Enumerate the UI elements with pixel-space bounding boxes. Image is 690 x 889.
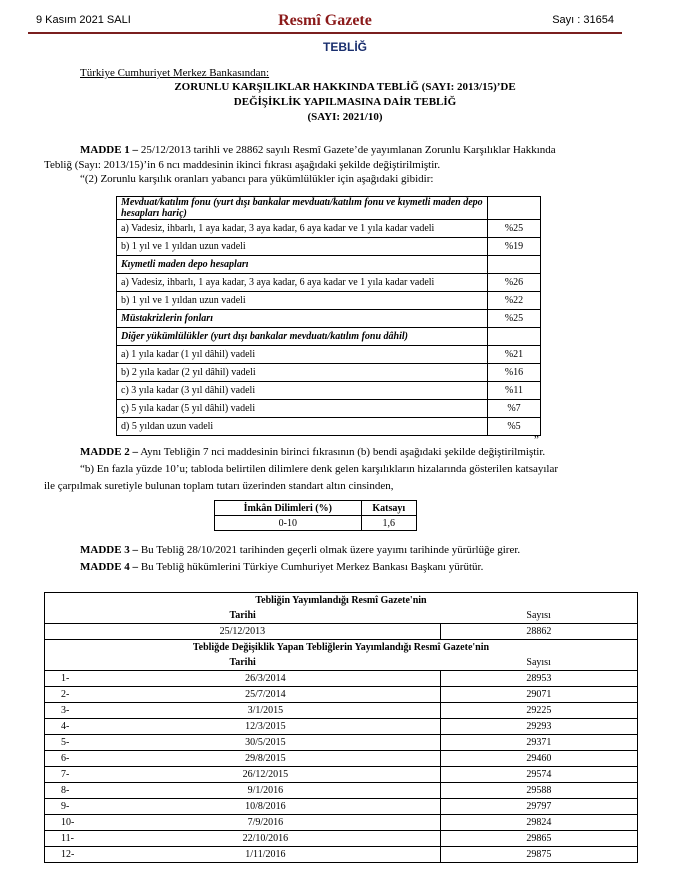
rate-row bbox=[117, 197, 541, 220]
madde-1-label: MADDE 1 – bbox=[80, 144, 139, 156]
rate-value: %19 bbox=[488, 238, 541, 256]
history-row-no: 4- bbox=[45, 719, 92, 735]
history-row-number: 29371 bbox=[440, 735, 637, 751]
rate-label: a) Vadesiz, ihbarlı, 1 aya kadar, 3 aya kadar, 6 aya kadar ve 1 yıla kadar vadeli bbox=[117, 220, 488, 238]
madde-1-line-3: “(2) Zorunlu karşılık oranları yabancı para yükümlülükler için aşağıdaki gibidir: bbox=[80, 173, 434, 185]
rate-row bbox=[117, 382, 541, 400]
rate-value bbox=[488, 256, 541, 274]
rate-value: %25 bbox=[488, 310, 541, 328]
madde-2-text: Aynı Tebliğin 7 nci maddesinin birinci fıkrasının (b) bendi aşağıdaki şekilde değiştirilmiştir. bbox=[138, 446, 546, 458]
doc-title-line-1: ZORUNLU KARŞILIKLAR HAKKINDA TEBLİĞ (SAYI: 2013/15)’DE bbox=[174, 81, 516, 93]
madde-1-line-1 bbox=[80, 144, 556, 156]
history-original-row bbox=[45, 624, 638, 640]
madde-4 bbox=[80, 561, 483, 573]
history-col-date: Tarihi bbox=[45, 608, 441, 624]
rate-value bbox=[488, 328, 541, 346]
rate-value: %7 bbox=[488, 400, 541, 418]
rate-label: ç) 5 yıla kadar (5 yıl dâhil) vadeli bbox=[117, 400, 488, 418]
madde-3-text: Bu Tebliğ 28/10/2021 tarihinden geçerli olmak üzere yayımı tarihinde yürürlüğe girer. bbox=[138, 544, 521, 556]
imkan-header-row bbox=[215, 501, 417, 516]
history-caption-2 bbox=[45, 640, 638, 656]
imkan-row bbox=[215, 516, 417, 531]
madde-3 bbox=[80, 544, 520, 556]
gazette-title: Resmî Gazete bbox=[278, 12, 372, 29]
history-row bbox=[45, 799, 638, 815]
doc-title-line-2: DEĞİŞİKLİK YAPILMASINA DAİR TEBLİĞ bbox=[233, 96, 457, 108]
madde-2-line-1 bbox=[80, 446, 545, 458]
history-row bbox=[45, 671, 638, 687]
history-row-no: 10- bbox=[45, 815, 92, 831]
rate-label: Kıymetli maden depo hesapları bbox=[117, 256, 488, 274]
history-row-number: 29875 bbox=[440, 847, 637, 863]
history-row-number: 29797 bbox=[440, 799, 637, 815]
rate-label: b) 1 yıl ve 1 yıldan uzun vadeli bbox=[117, 292, 488, 310]
history-row bbox=[45, 751, 638, 767]
imkan-table bbox=[214, 500, 417, 531]
rate-row bbox=[117, 238, 541, 256]
madde-3-label: MADDE 3 – bbox=[80, 544, 139, 556]
imkan-col-slices: İmkân Dilimleri (%) bbox=[215, 501, 362, 516]
madde-4-text: Bu Tebliğ hükümlerini Türkiye Cumhuriyet Merkez Bankası Başkanı yürütür. bbox=[138, 561, 484, 573]
history-row-no: 5- bbox=[45, 735, 92, 751]
history-caption-1-text: Tebliğin Yayımlandığı Resmî Gazete'nin bbox=[255, 595, 427, 606]
rate-label: a) Vadesiz, ihbarlı, 1 aya kadar, 3 aya kadar, 6 aya kadar ve 1 yıla kadar vadeli bbox=[117, 274, 488, 292]
rate-label: a) 1 yıla kadar (1 yıl dâhil) vadeli bbox=[117, 346, 488, 364]
history-row-no: 7- bbox=[45, 767, 92, 783]
imkan-coefficient-value: 1,6 bbox=[361, 516, 416, 531]
history-table bbox=[44, 592, 638, 863]
rate-label: c) 3 yıla kadar (3 yıl dâhil) vadeli bbox=[117, 382, 488, 400]
history-row-date: 22/10/2016 bbox=[91, 831, 440, 847]
history-row bbox=[45, 847, 638, 863]
madde-1-line-2: Tebliğ (Sayı: 2013/15)’in 6 ncı maddesinin ikinci fıkrası aşağıdaki şekilde değiştirilmiştir. bbox=[44, 159, 441, 171]
history-row-no: 3- bbox=[45, 703, 92, 719]
madde-2-label: MADDE 2 – bbox=[80, 446, 139, 458]
rate-row bbox=[117, 418, 541, 436]
madde-4-label: MADDE 4 – bbox=[80, 561, 139, 573]
history-row-number: 29865 bbox=[440, 831, 637, 847]
history-row-date: 3/1/2015 bbox=[91, 703, 440, 719]
history-row-no: 9- bbox=[45, 799, 92, 815]
history-row-date: 9/1/2016 bbox=[91, 783, 440, 799]
history-row-number: 29588 bbox=[440, 783, 637, 799]
madde-1-text: 25/12/2013 tarihli ve 28862 sayılı Resmî Gazete’de yayımlanan Zorunlu Karşılıklar Hakkında bbox=[138, 144, 556, 156]
rate-label: b) 1 yıl ve 1 yıldan uzun vadeli bbox=[117, 238, 488, 256]
rate-value: %26 bbox=[488, 274, 541, 292]
history-original-number: 28862 bbox=[440, 624, 637, 640]
history-col-date-2: Tarihi bbox=[45, 655, 441, 671]
gazette-header bbox=[28, 12, 622, 34]
history-col-headers bbox=[45, 608, 638, 624]
history-row-no: 2- bbox=[45, 687, 92, 703]
history-row bbox=[45, 735, 638, 751]
rate-label: Mevduat/katılım fonu (yurt dışı bankalar mevduatı/katılım fonu ve kıymetli maden depo hesapları hariç) bbox=[117, 197, 488, 220]
history-row-number: 29293 bbox=[440, 719, 637, 735]
history-row-number: 28953 bbox=[440, 671, 637, 687]
history-col-number-2: Sayısı bbox=[440, 655, 637, 671]
rate-label: Diğer yükümlülükler (yurt dışı bankalar mevduatı/katılım fonu dâhil) bbox=[117, 328, 488, 346]
history-row-number: 29460 bbox=[440, 751, 637, 767]
rate-value: %16 bbox=[488, 364, 541, 382]
section-kind: TEBLİĞ bbox=[323, 40, 367, 54]
doc-title-line-3: (SAYI: 2021/10) bbox=[307, 111, 383, 123]
history-row-number: 29225 bbox=[440, 703, 637, 719]
history-row bbox=[45, 687, 638, 703]
rate-row bbox=[117, 346, 541, 364]
imkan-slice-value: 0-10 bbox=[215, 516, 362, 531]
history-row-number: 29574 bbox=[440, 767, 637, 783]
history-row-no: 1- bbox=[45, 671, 92, 687]
rate-value: %25 bbox=[488, 220, 541, 238]
closing-quote: ” bbox=[534, 434, 539, 446]
history-row-date: 1/11/2016 bbox=[91, 847, 440, 863]
history-row-no: 8- bbox=[45, 783, 92, 799]
history-row bbox=[45, 783, 638, 799]
rate-label: b) 2 yıla kadar (2 yıl dâhil) vadeli bbox=[117, 364, 488, 382]
history-row-date: 26/12/2015 bbox=[91, 767, 440, 783]
rate-value: %11 bbox=[488, 382, 541, 400]
history-row-date: 29/8/2015 bbox=[91, 751, 440, 767]
rate-label: Müstakrizlerin fonları bbox=[117, 310, 488, 328]
madde-2-line-3: ile çarpılmak suretiyle bulunan toplam tutarı üzerinden standart altın cinsinden, bbox=[44, 480, 394, 492]
history-row-date: 26/3/2014 bbox=[91, 671, 440, 687]
rate-row bbox=[117, 328, 541, 346]
history-original-date: 25/12/2013 bbox=[45, 624, 441, 640]
history-row bbox=[45, 719, 638, 735]
rate-row bbox=[117, 292, 541, 310]
rate-row bbox=[117, 256, 541, 274]
history-row-date: 10/8/2016 bbox=[91, 799, 440, 815]
history-caption-2-text: Tebliğde Değişiklik Yapan Tebliğlerin Yayımlandığı Resmî Gazete'nin bbox=[192, 642, 490, 653]
issuer: Türkiye Cumhuriyet Merkez Bankasından: bbox=[80, 67, 270, 79]
history-row bbox=[45, 703, 638, 719]
history-row-date: 25/7/2014 bbox=[91, 687, 440, 703]
rate-value bbox=[488, 197, 541, 220]
rate-value: %5 bbox=[488, 418, 541, 436]
history-row-date: 30/5/2015 bbox=[91, 735, 440, 751]
history-caption-1 bbox=[45, 593, 638, 609]
rate-label: d) 5 yıldan uzun vadeli bbox=[117, 418, 488, 436]
history-row bbox=[45, 815, 638, 831]
issue-number: Sayı : 31654 bbox=[552, 14, 614, 26]
history-row-no: 12- bbox=[45, 847, 92, 863]
history-row-no: 11- bbox=[45, 831, 92, 847]
history-row-number: 29071 bbox=[440, 687, 637, 703]
reserve-rates-table bbox=[116, 196, 541, 436]
issue-date: 9 Kasım 2021 SALI bbox=[36, 14, 131, 26]
history-col-number: Sayısı bbox=[440, 608, 637, 624]
rate-value: %22 bbox=[488, 292, 541, 310]
madde-2-line-2: “b) En fazla yüzde 10’u; tabloda belirtilen dilimlere denk gelen karşılıkların hizalarında gösterilen katsayılar bbox=[80, 463, 559, 475]
rate-value: %21 bbox=[488, 346, 541, 364]
rate-row bbox=[117, 400, 541, 418]
history-col-headers-2 bbox=[45, 655, 638, 671]
rate-row bbox=[117, 220, 541, 238]
history-row bbox=[45, 767, 638, 783]
history-row-number: 29824 bbox=[440, 815, 637, 831]
rate-row bbox=[117, 274, 541, 292]
history-row-date: 12/3/2015 bbox=[91, 719, 440, 735]
history-row bbox=[45, 831, 638, 847]
rate-row bbox=[117, 364, 541, 382]
history-row-date: 7/9/2016 bbox=[91, 815, 440, 831]
rate-row bbox=[117, 310, 541, 328]
history-row-no: 6- bbox=[45, 751, 92, 767]
imkan-col-coefficient: Katsayı bbox=[361, 501, 416, 516]
